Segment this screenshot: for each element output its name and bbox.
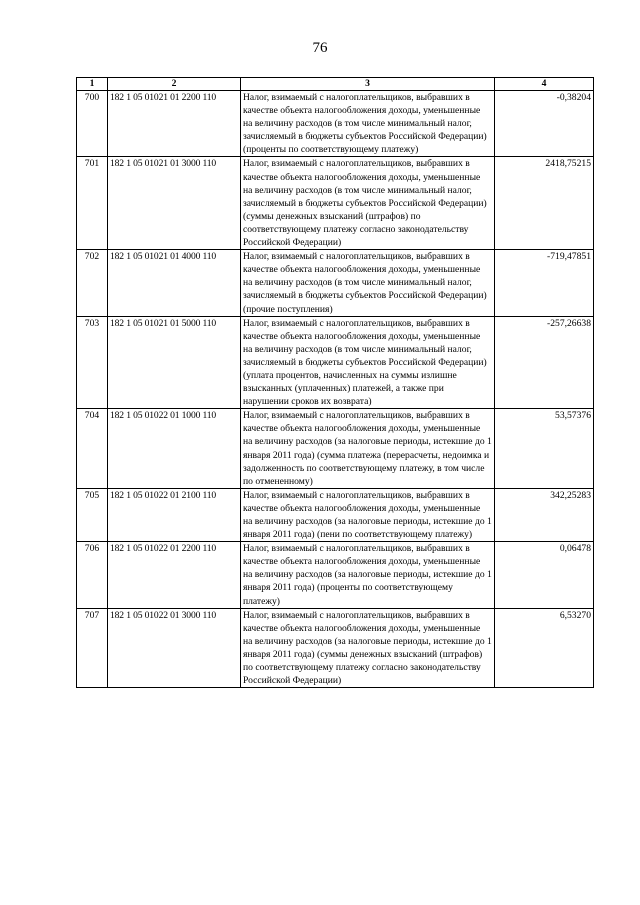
- table-row: [77, 91, 594, 157]
- row-description: Налог, взимаемый с налогоплательщиков, выбравших в качестве объекта налогообложения доходы, уменьшенные на величину расходов (за налоговые периоды, истекшие до 1 января 2011 года) (суммы денежных взысканий (штрафов) по соответствующему платежу согласно законодательству Российской Федерации): [241, 608, 495, 688]
- row-value: 342,25283: [495, 488, 594, 541]
- table-row: [77, 542, 594, 608]
- row-number: 706: [77, 542, 108, 608]
- row-description: Налог, взимаемый с налогоплательщиков, выбравших в качестве объекта налогообложения доходы, уменьшенные на величину расходов (за налоговые периоды, истекшие до 1 января 2011 года) (пени по соответствующему платежу): [241, 488, 495, 541]
- budget-code: 182 1 05 01022 01 2200 110: [108, 542, 241, 608]
- budget-code: 182 1 05 01021 01 2200 110: [108, 91, 241, 157]
- row-number: 700: [77, 91, 108, 157]
- table-row: [77, 488, 594, 541]
- row-description: Налог, взимаемый с налогоплательщиков, выбравших в качестве объекта налогообложения доходы, уменьшенные на величину расходов (за налоговые периоды, истекшие до 1 января 2011 года) (проценты по соответствующему платежу): [241, 542, 495, 608]
- table-row: [77, 608, 594, 688]
- table-row: [77, 157, 594, 250]
- page-number: 76: [312, 40, 328, 56]
- row-number: 703: [77, 316, 108, 409]
- row-value: 2418,75215: [495, 157, 594, 250]
- budget-code: 182 1 05 01021 01 5000 110: [108, 316, 241, 409]
- row-value: -257,26638: [495, 316, 594, 409]
- budget-code: 182 1 05 01022 01 1000 110: [108, 409, 241, 489]
- row-number: 702: [77, 250, 108, 316]
- table-row: [77, 409, 594, 489]
- table-header-row: [77, 78, 594, 91]
- row-value: -0,38204: [495, 91, 594, 157]
- row-value: 0,06478: [495, 542, 594, 608]
- column-header-4: 4: [495, 78, 594, 91]
- row-value: 53,57376: [495, 409, 594, 489]
- row-description: Налог, взимаемый с налогоплательщиков, выбравших в качестве объекта налогообложения доходы, уменьшенные на величину расходов (за налоговые периоды, истекшие до 1 января 2011 года) (сумма платежа (перерасчеты, недоимка и задолженность по соответствующему платежу, в том числе по отмененному): [241, 409, 495, 489]
- row-value: 6,53270: [495, 608, 594, 688]
- row-number: 707: [77, 608, 108, 688]
- row-value: -719,47851: [495, 250, 594, 316]
- budget-code: 182 1 05 01022 01 3000 110: [108, 608, 241, 688]
- row-number: 705: [77, 488, 108, 541]
- revenue-table: [76, 77, 594, 688]
- column-header-1: 1: [77, 78, 108, 91]
- column-header-2: 2: [108, 78, 241, 91]
- table-row: [77, 250, 594, 316]
- row-description: Налог, взимаемый с налогоплательщиков, выбравших в качестве объекта налогообложения доходы, уменьшенные на величину расходов (в том числе минимальный налог, зачисляемый в бюджеты субъектов Российской Федерации) (уплата процентов, начисленных на суммы излишне взысканных (уплаченных) платежей, а также при нарушении сроков их возврата): [241, 316, 495, 409]
- budget-code: 182 1 05 01022 01 2100 110: [108, 488, 241, 541]
- table-row: [77, 316, 594, 409]
- row-number: 701: [77, 157, 108, 250]
- row-description: Налог, взимаемый с налогоплательщиков, выбравших в качестве объекта налогообложения доходы, уменьшенные на величину расходов (в том числе минимальный налог, зачисляемый в бюджеты субъектов Российской Федерации) (проценты по соответствующему платежу): [241, 91, 495, 157]
- row-number: 704: [77, 409, 108, 489]
- column-header-3: 3: [241, 78, 495, 91]
- row-description: Налог, взимаемый с налогоплательщиков, выбравших в качестве объекта налогообложения доходы, уменьшенные на величину расходов (в том числе минимальный налог, зачисляемый в бюджеты субъектов Российской Федерации) (суммы денежных взысканий (штрафов) по соответствующему платежу согласно законодательству Российской Федерации): [241, 157, 495, 250]
- budget-code: 182 1 05 01021 01 3000 110: [108, 157, 241, 250]
- budget-code: 182 1 05 01021 01 4000 110: [108, 250, 241, 316]
- row-description: Налог, взимаемый с налогоплательщиков, выбравших в качестве объекта налогообложения доходы, уменьшенные на величину расходов (в том числе минимальный налог, зачисляемый в бюджеты субъектов Российской Федерации) (прочие поступления): [241, 250, 495, 316]
